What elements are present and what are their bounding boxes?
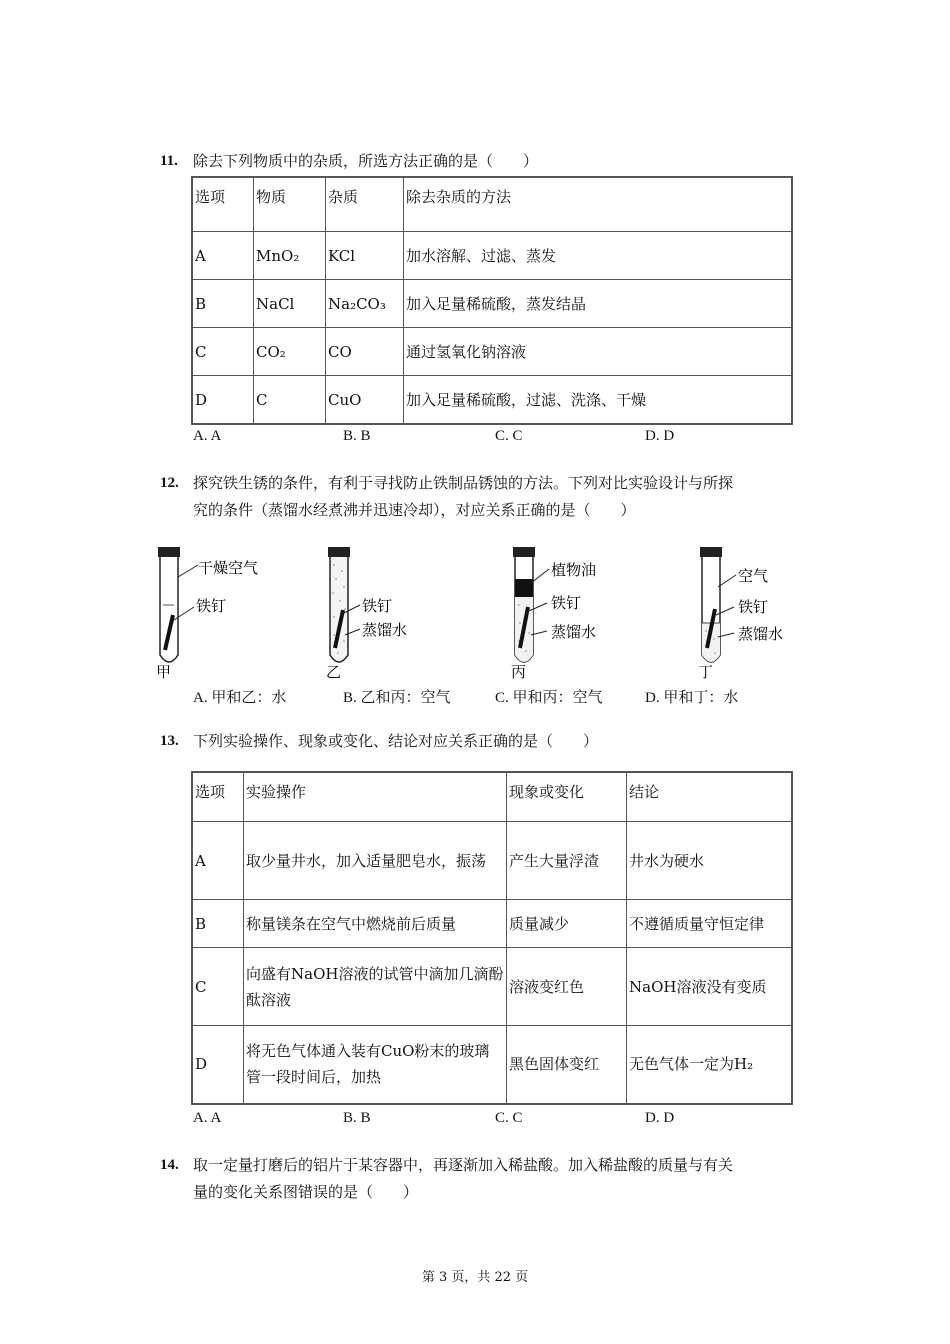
cell-option: B [192,900,244,948]
cell-substance: MnO₂ [254,232,326,280]
tube-name: 丁 [698,663,714,680]
cell-method: 通过氢氧化钠溶液 [404,328,793,376]
cell-impurity: Na₂CO₃ [326,280,404,328]
option-d[interactable]: D. D [645,428,675,444]
q13-table [191,771,793,1105]
cell-impurity: CuO [326,376,404,425]
cell-conclusion: NaOH溶液没有变质 [627,948,793,1026]
header-cell: 物质 [254,177,326,232]
iron-nail [165,615,173,650]
cell-phenomenon: 溶液变红色 [507,948,627,1026]
cell-option: A [192,232,254,280]
question-text-line2: 究的条件（蒸馏水经煮沸并迅速冷却），对应关系正确的是（ ） [193,501,636,519]
cell-phenomenon: 质量减少 [507,900,627,948]
label-distilled-water: 蒸馏水 [551,623,597,641]
question-text: 除去下列物质中的杂质，所选方法正确的是（ ） [193,152,539,170]
tube-name: 甲 [156,663,172,680]
question-text-line1: 取一定量打磨后的铝片于某容器中，再逐渐加入稀盐酸。加入稀盐酸的质量与有关 [193,1156,734,1174]
cell-option: D [192,376,254,425]
question-text [193,1152,833,1206]
cell-conclusion: 不遵循质量守恒定律 [627,900,793,948]
table-row [192,280,792,328]
cell-conclusion: 无色气体一定为H₂ [627,1026,793,1104]
header-cell: 实验操作 [244,772,507,822]
stopper [158,547,180,557]
option-b[interactable]: B. 乙和丙：空气 [343,690,451,706]
question-number: 14. [160,1157,179,1173]
header-cell: 现象或变化 [507,772,627,822]
option-c[interactable]: C. C [495,428,523,444]
cell-conclusion: 井水为硬水 [627,822,793,900]
cell-substance: C [254,376,326,425]
option-a[interactable]: A. 甲和乙：水 [193,690,287,706]
cell-impurity: KCl [326,232,404,280]
cell-option: D [192,1026,244,1104]
table-row [192,232,792,280]
header-cell: 选项 [192,772,244,822]
question-number: 13. [160,733,179,749]
cell-operation: 向盛有NaOH溶液的试管中滴加几滴酚酞溶液 [244,948,507,1026]
oil-layer [515,579,533,597]
page-footer: 第 3 页，共 22 页 [421,1270,529,1285]
label-distilled-water: 蒸馏水 [362,621,408,639]
option-a[interactable]: A. A [193,1110,222,1126]
tube-jia-diagram [150,545,280,680]
option-b[interactable]: B. B [343,428,371,444]
question-text [193,470,833,524]
question-number: 12. [160,475,179,491]
question-text-line1: 探究铁生锈的条件，有利于寻找防止铁制品锈蚀的方法。下列对比实验设计与所探 [193,474,734,492]
cell-method: 加水溶解、过滤、蒸发 [404,232,793,280]
q11-table [191,176,793,425]
label-iron-nail: 铁钉 [738,598,769,616]
cell-method: 加入足量稀硫酸，过滤、洗涤、干燥 [404,376,793,425]
header-cell: 杂质 [326,177,404,232]
stopper [700,547,722,557]
label-iron-nail: 铁钉 [551,594,582,612]
cell-operation: 将无色气体通入装有CuO粉末的玻璃管一段时间后，加热 [244,1026,507,1104]
label-vegetable-oil: 植物油 [551,561,597,579]
tube-body [160,557,178,662]
cell-substance: NaCl [254,280,326,328]
cell-option: C [192,328,254,376]
cell-operation: 取少量井水，加入适量肥皂水，振荡 [244,822,507,900]
cell-impurity: CO [326,328,404,376]
label-iron-nail: 铁钉 [196,597,227,615]
cell-option: B [192,280,254,328]
question-text-line2: 量的变化关系图错误的是（ ） [193,1183,419,1201]
tube-name: 乙 [326,663,342,680]
question-text: 下列实验操作、现象或变化、结论对应关系正确的是（ ） [193,732,599,750]
label-dry-air: 干燥空气 [198,559,259,577]
option-b[interactable]: B. B [343,1110,371,1126]
leader-line [178,565,198,577]
table-row [192,376,792,425]
table-row [192,1026,792,1104]
label-iron-nail: 铁钉 [362,597,393,615]
cell-operation: 称量镁条在空气中燃烧前后质量 [244,900,507,948]
table-row [192,328,792,376]
tube-bing-diagram [505,545,635,680]
header-cell: 除去杂质的方法 [404,177,793,232]
tube-yi-diagram [320,545,450,680]
tube-name: 丙 [511,663,527,680]
table-row [192,822,792,900]
header-cell: 选项 [192,177,254,232]
table-header-row [192,177,792,232]
cell-phenomenon: 黑色固体变红 [507,1026,627,1104]
table-header-row [192,772,792,822]
table-row [192,900,792,948]
question-number: 11. [160,153,178,169]
option-d[interactable]: D. 甲和丁：水 [645,690,739,706]
option-c[interactable]: C. C [495,1110,523,1126]
leader-line [716,607,734,615]
leader-line [174,607,194,620]
label-distilled-water: 蒸馏水 [738,625,784,643]
stopper [328,547,350,557]
cell-option: A [192,822,244,900]
cell-option: C [192,948,244,1026]
cell-phenomenon: 产生大量浮渣 [507,822,627,900]
cell-method: 加入足量稀硫酸，蒸发结晶 [404,280,793,328]
label-air: 空气 [738,567,769,585]
tube-ding-diagram [692,545,822,680]
table-row [192,948,792,1026]
option-a[interactable]: A. A [193,428,222,444]
cell-substance: CO₂ [254,328,326,376]
header-cell: 结论 [627,772,793,822]
stopper [513,547,535,557]
option-c[interactable]: C. 甲和丙：空气 [495,690,603,706]
option-d[interactable]: D. D [645,1110,675,1126]
